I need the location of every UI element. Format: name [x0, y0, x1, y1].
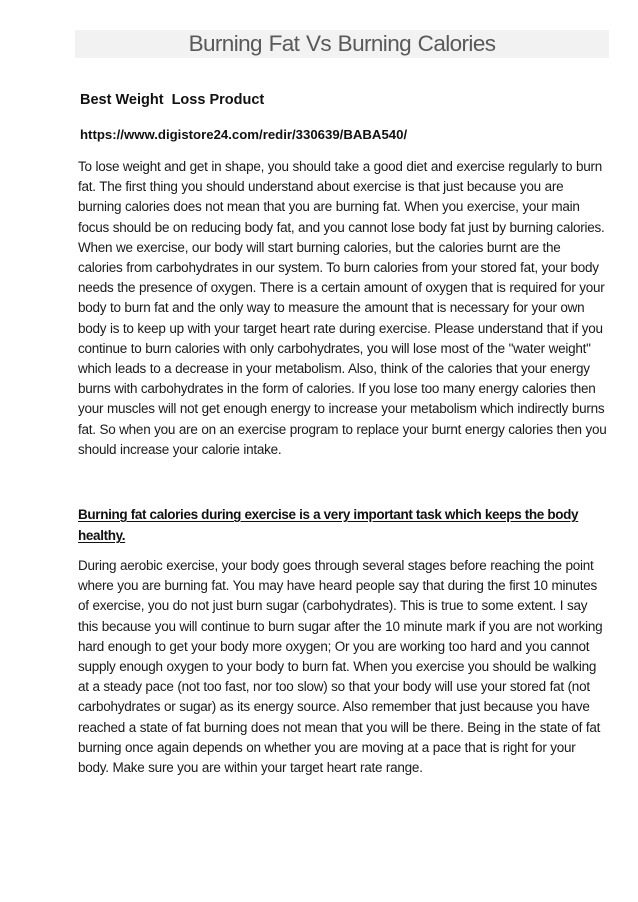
section-heading: Burning fat calories during exercise is a very important task which keeps the body healthy.: [78, 507, 579, 543]
title-bar: [75, 30, 609, 58]
body-paragraph-2: During aerobic exercise, your body goes through several stages before reaching the point where you are burning fat. You may have heard people say that during the first 10 minutes of exercise, you do not just burn sugar (carbohydrates). This is true to some extent. I say this because you will continue to burn sugar after the 10 minute mark if you are not working hard enough to get your body more oxygen; Or you are working too hard and you cannot supply enough oxygen to your body to burn fat. When you exercise you should be walking at a steady pace (not too fast, nor too slow) so that your body will use your stored fat (not carbohydrates or sugar) as its energy source. Also remember that just because you have reached a state of fat burning does not mean that you will be there. Being in the state of fat burning once again depends on whether you are moving at a pace that is right for your body. Make sure you are within your target heart rate range.: [78, 558, 603, 776]
page-title: Burning Fat Vs Burning Calories: [188, 31, 496, 56]
product-heading: Best Weight Loss Product: [80, 92, 265, 108]
product-link[interactable]: https://www.digistore24.com/redir/330639/BABA540/: [80, 127, 408, 142]
body-paragraph-1: To lose weight and get in shape, you should take a good diet and exercise regularly to burn fat. The first thing you should understand about exercise is that just because you are burning calories does not mean that you are burning fat. When you exercise, your main focus should be on reducing body fat, and you cannot lose body fat just by burning calories. When we exercise, our body will start burning calories, but the calories burnt are the calories from carbohydrates in our system. To burn calories from your stored fat, your body needs the presence of oxygen. There is a certain amount of oxygen that is required for your body to burn fat and the only way to measure the amount that is necessary for your own body is to keep up with your target heart rate during exercise. Please understand that if you continue to burn calories with only carbohydrates, you will lose most of the "water weight" which leads to a decrease in your metabolism. Also, think of the calories that your energy burns with carbohydrates in the form of calories. If you lose too many energy calories then your muscles will not get enough energy to increase your metabolism which indirectly burns fat. So when you are on an exercise program to replace your burnt energy calories then you should increase your calorie intake.: [78, 159, 607, 457]
